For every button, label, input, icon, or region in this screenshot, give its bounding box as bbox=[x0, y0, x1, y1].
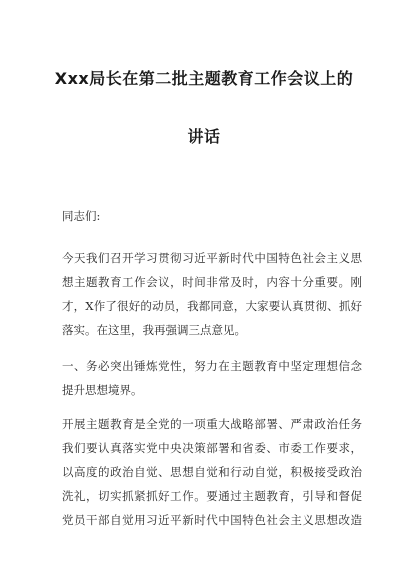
salutation bbox=[62, 204, 362, 228]
paragraph-line: 落实。在这里，我再强调三点意见。 bbox=[62, 323, 246, 337]
paragraph-intro bbox=[62, 246, 362, 342]
salutation-text: 同志们: bbox=[62, 209, 101, 223]
paragraph-line: 党员干部自觉用习近平新时代中国特色社会主义思想改造 bbox=[62, 513, 362, 527]
paragraph-line: 想主题教育工作会议，时间非常及时，内容十分重要。刚 bbox=[62, 275, 362, 289]
paragraph-body bbox=[62, 412, 362, 532]
paragraph-line: 开展主题教育是全党的一项重大战略部署、严肃政治任务 bbox=[62, 417, 362, 431]
paragraph-line: 以高度的政治自觉、思想自觉和行动自觉，积极接受政治 bbox=[62, 465, 362, 479]
document-title-line-2: 讲话 bbox=[187, 127, 221, 146]
paragraph-line: 洗礼，切实抓紧抓好工作。要通过主题教育，引导和督促 bbox=[62, 489, 362, 503]
heading-line: 一、务必突出锤炼党性，努力在主题教育中坚定理想信念 bbox=[62, 359, 362, 373]
paragraph-line: 我们要认真落实党中央决策部署和省委、市委工作要求， bbox=[62, 441, 362, 455]
heading-line: 提升思想境界。 bbox=[62, 383, 143, 397]
paragraph-line: 今天我们召开学习贯彻习近平新时代中国特色社会主义思 bbox=[62, 251, 362, 265]
paragraph-line: 才，X作了很好的动员，我都同意，大家要认真贯彻、抓好 bbox=[62, 299, 362, 313]
document-title-line-1: Xxx局长在第二批主题教育工作会议上的 bbox=[54, 69, 354, 88]
section-heading-1 bbox=[62, 354, 362, 402]
